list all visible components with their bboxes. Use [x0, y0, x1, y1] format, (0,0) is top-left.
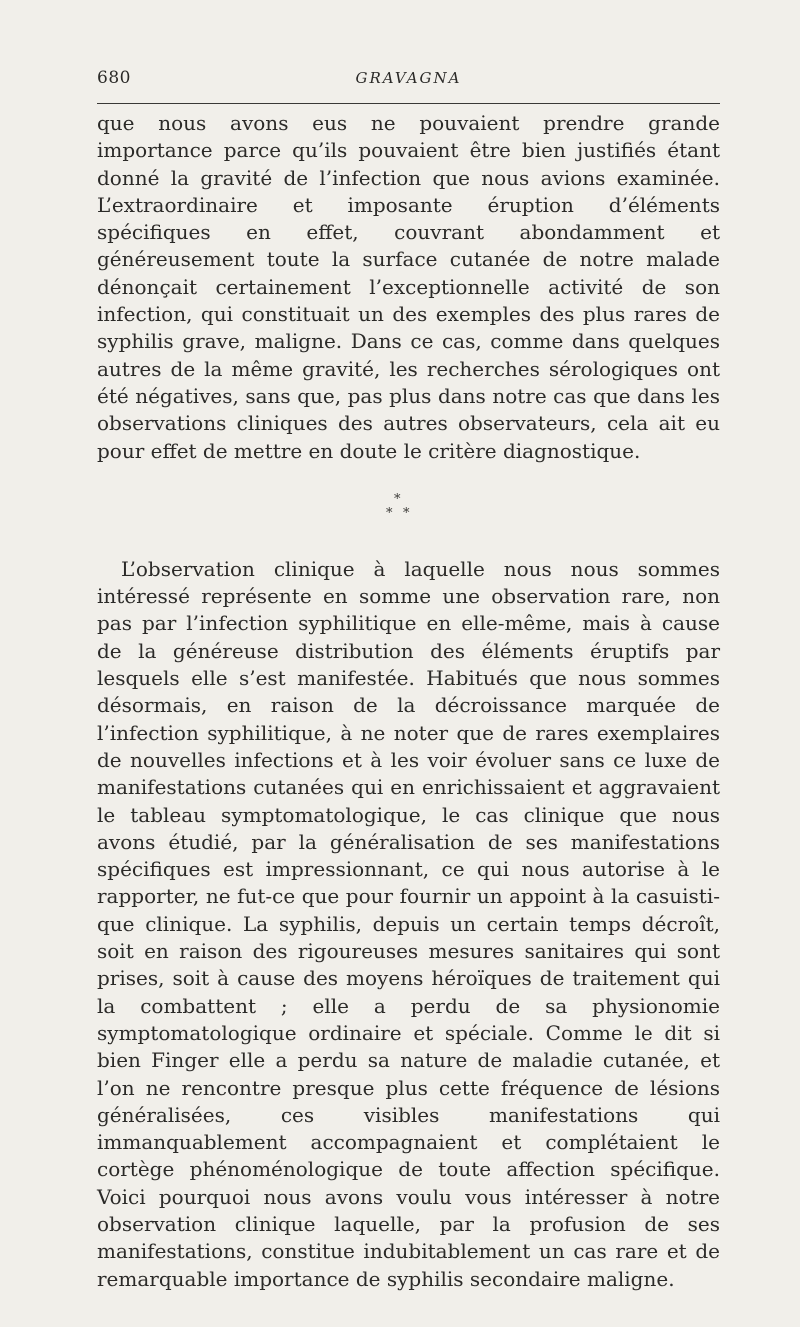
asterism-star-right: * [403, 505, 410, 521]
asterism-star-top: * [394, 491, 401, 507]
asterism-separator [97, 465, 720, 556]
asterism-star-left: * [386, 505, 393, 521]
paragraph-continued: que nous avons eus ne pouvaient prendre grande importance parce qu’ils pouvaient être bien justifiés étant donné la gravité de l’infection que nous avions examinée. L’extraordinaire et imposante éruption d’éléments spécifiques en effet, couvrant abondamment et généreusement toute la surface cutanée de notre malade dénonçait certainement l’exceptionnelle activité de son infection, qui constituait un des exemples des plus rares de syphilis grave, maligne. Dans ce cas, comme dans quelques autres de la même gravité, les recherches sérologiques ont été négatives, sans que, pas plus dans notre cas que dans les observations cliniques des autres observateurs, cela ait eu pour effet de mettre en doute le critère diagnostique. [97, 111, 720, 463]
header-rule [97, 103, 720, 104]
running-head [97, 68, 720, 98]
body-text [97, 110, 720, 1293]
page-number: 680 [97, 68, 131, 88]
running-title: GRAVAGNA [355, 69, 462, 87]
paragraph-observation: L’observation clinique à laquelle nous nous sommes intéressé représente en somme une observation rare, non pas par l’infection syphilitique en elle-même, mais à cause de la généreuse distribution des éléments éruptifs par lesquels elle s’est manifestée. Habitués que nous sommes désormais, en raison de la décroissance marquée de l’infection syphilitique, à ne noter que de rares exemplaires de nouvelles infections et à les voir évoluer sans ce luxe de manifestations cutanées qui en enrichissaient et aggravaient le tableau symptomatologique, le cas clinique que nous avons étudié, par la généralisation de ses manifestations spécifiques est impressionnant, ce qui nous autorise à le rapporter, ne fut-ce que pour fournir un appoint à la casuistique clinique. La syphilis, depuis un certain temps décroît, soit en raison des rigoureuses mesures sanitaires qui sont prises, soit à cause des moyens héroïques de traitement qui la combattent ; elle a perdu de sa physionomie symptomatologique ordinaire et spéciale. Comme le dit si bien Finger elle a perdu sa nature de maladie cutanée, et l’on ne rencontre presque plus cette fréquence de lésions généralisées, ces visibles manifestations qui immanquablement accompagnaient et complétaient le cortège phénoménologique de toute affection spécifique. Voici pourquoi nous avons voulu vous intéresser à notre observation clinique laquelle, par la profusion de ses manifestations, constitue indubitablement un cas rare et de remarquable importance de syphilis secondaire maligne. [97, 556, 720, 1291]
